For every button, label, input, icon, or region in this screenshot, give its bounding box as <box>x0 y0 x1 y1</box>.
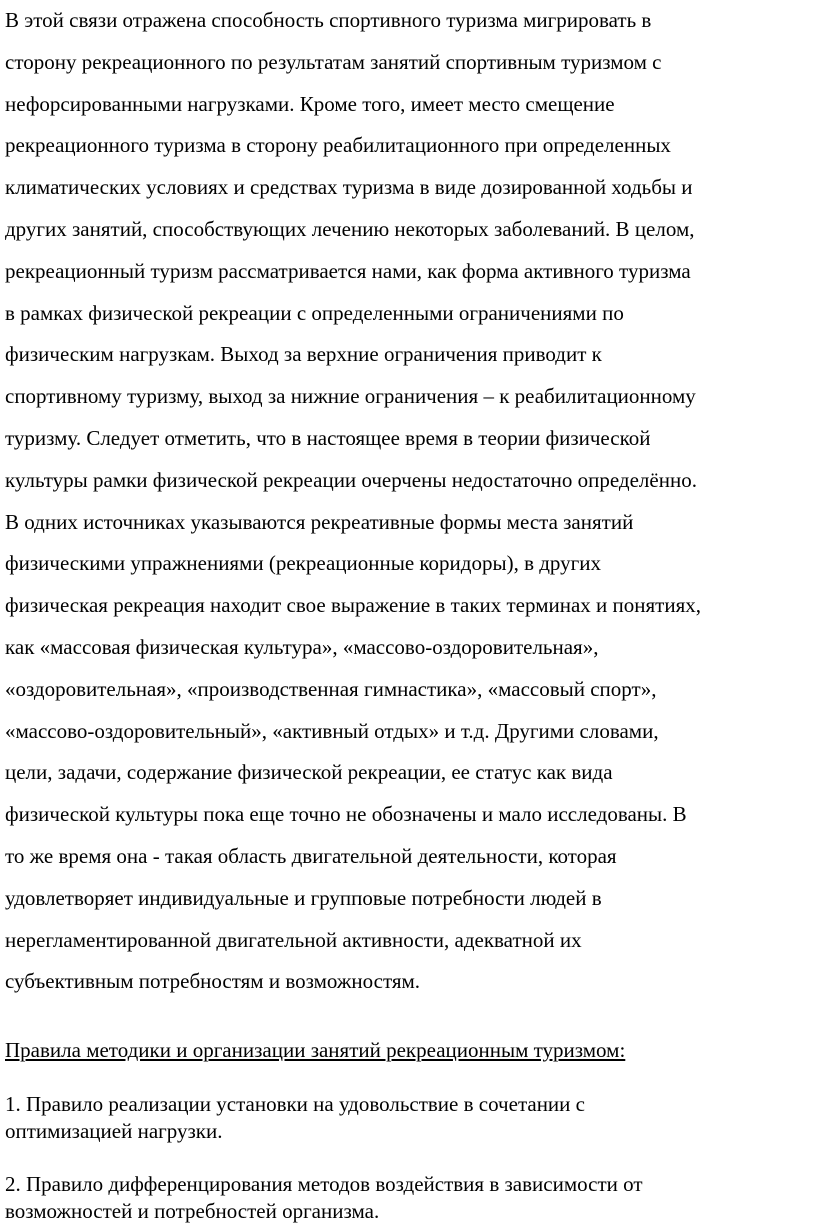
paragraph-line: физическая рекреация находит свое выражение в таких терминах и понятиях, <box>5 593 701 618</box>
paragraph-line: то же время она - такая область двигательной деятельности, которая <box>5 843 617 868</box>
paragraph-line: «оздоровительная», «производственная гимнастика», «массовый спорт», <box>5 676 657 701</box>
paragraph-line: рекреационного туризма в сторону реабилитационного при определенных <box>5 133 671 158</box>
rule-line: оптимизацией нагрузки. <box>5 1119 223 1143</box>
section-heading: Правила методики и организации занятий рекреационным туризмом: <box>5 1038 626 1062</box>
paragraph-line: В одних источниках указываются рекреативные формы места занятий <box>5 509 634 534</box>
paragraph-line: «массово-оздоровительный», «активный отдых» и т.д. Другими словами, <box>5 718 659 743</box>
paragraph-line: климатических условиях и средствах туризма в виде дозированной ходьбы и <box>5 175 693 200</box>
rule-item-1 <box>5 1091 816 1145</box>
paragraph-line: нерегламентированной двигательной активности, адекватной их <box>5 927 582 952</box>
paragraph-line: спортивному туризму, выход за нижние ограничения – к реабилитационному <box>5 384 696 409</box>
paragraph-line: рекреационный туризм рассматривается нами, как форма активного туризма <box>5 258 691 283</box>
body-paragraph <box>5 0 816 1003</box>
paragraph-line: как «массовая физическая культура», «массово-оздоровительная», <box>5 634 599 659</box>
paragraph-line: субъективным потребностям и возможностям. <box>5 969 421 994</box>
paragraph-line: В этой связи отражена способность спортивного туризма мигрировать в <box>5 8 652 32</box>
rule-line: возможностей и потребностей организма. <box>5 1199 380 1223</box>
paragraph-line: сторону рекреационного по результатам занятий спортивным туризмом с <box>5 49 662 74</box>
paragraph-line: физической культуры пока еще точно не обозначены и мало исследованы. В <box>5 802 687 827</box>
paragraph-line: в рамках физической рекреации с определенными ограничениями по <box>5 300 624 325</box>
paragraph-line: удовлетворяет индивидуальные и групповые потребности людей в <box>5 885 602 910</box>
rule-line: 1. Правило реализации установки на удовольствие в сочетании с <box>5 1092 585 1116</box>
rule-item-2 <box>5 1171 816 1225</box>
paragraph-line: физическими упражнениями (рекреационные коридоры), в других <box>5 551 601 576</box>
paragraph-line: культуры рамки физической рекреации очерчены недостаточно определённо. <box>5 467 697 492</box>
paragraph-line: цели, задачи, содержание физической рекреации, ее статус как вида <box>5 760 613 785</box>
rule-line: 2. Правило дифференцирования методов воздействия в зависимости от <box>5 1172 643 1196</box>
paragraph-line: других занятий, способствующих лечению некоторых заболеваний. В целом, <box>5 216 695 241</box>
paragraph-line: физическим нагрузкам. Выход за верхние ограничения приводит к <box>5 342 602 367</box>
paragraph-line: нефорсированными нагрузками. Кроме того, имеет место смещение <box>5 91 615 116</box>
paragraph-line: туризму. Следует отметить, что в настоящее время в теории физической <box>5 425 651 450</box>
